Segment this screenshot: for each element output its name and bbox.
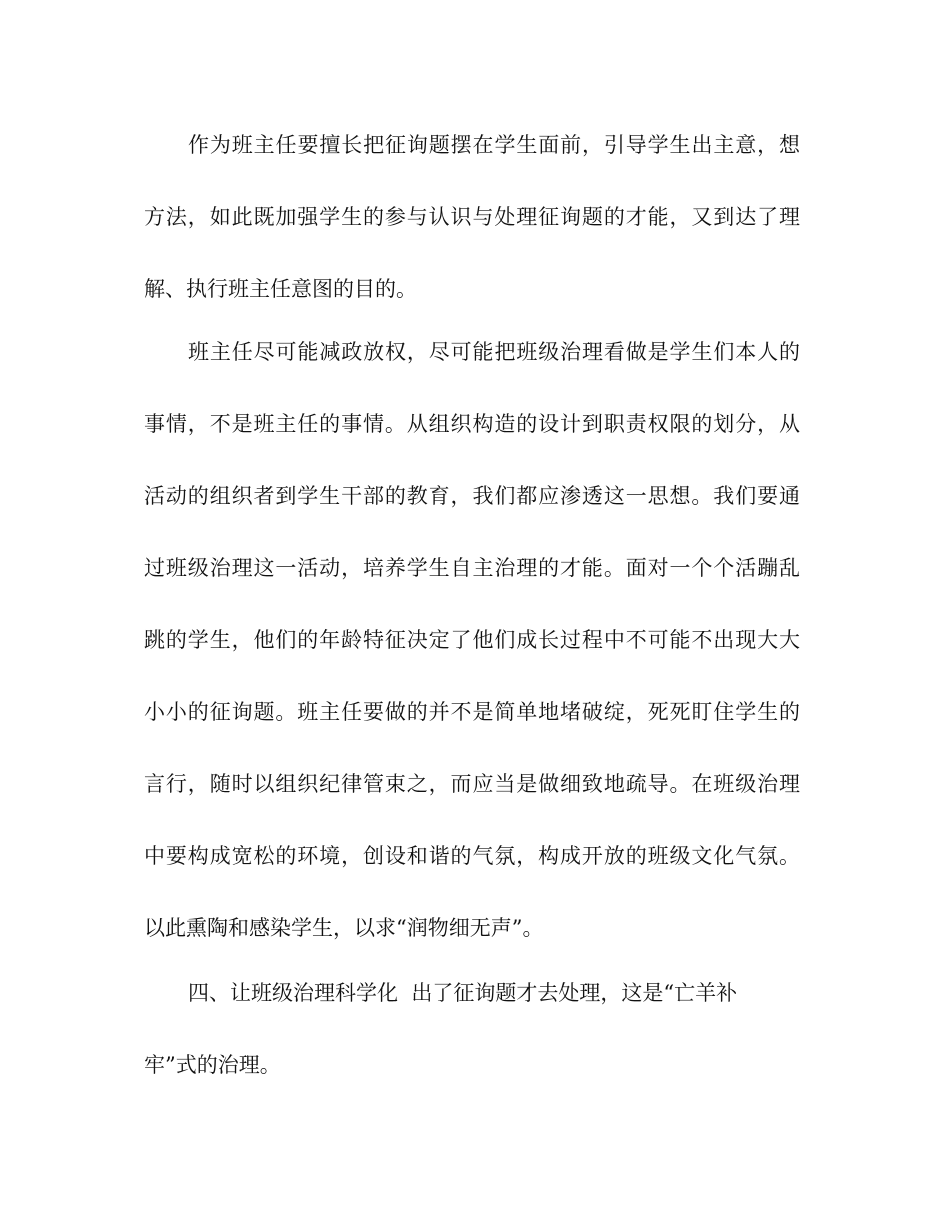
paragraph-2-line-3: 活动的组织者到学生干部的教育，我们都应渗透这一思想。我们要通 (144, 484, 800, 508)
paragraph-2-line-2: 事情，不是班主任的事情。从组织构造的设计到职责权限的划分，从 (144, 412, 800, 436)
paragraph-1-line-3: 解、执行班主任意图的目的。 (144, 277, 417, 301)
paragraph-2-line-9: 以此熏陶和感染学生，以求“润物细无声”。 (144, 916, 544, 940)
paragraph-2-line-4: 过班级治理这一活动，培养学生自主治理的才能。面对一个个活蹦乱 (144, 556, 800, 580)
paragraph-3-line-1: 四、让班级治理科学化 出了征询题才去处理，这是“亡羊补 (188, 981, 738, 1005)
paragraph-3-line-2: 牢”式的治理。 (144, 1053, 281, 1077)
paragraph-1-line-1: 作为班主任要擅长把征询题摆在学生面前，引导学生出主意，想 (188, 133, 800, 157)
paragraph-2-line-6: 小小的征询题。班主任要做的并不是简单地堵破绽，死死盯住学生的 (144, 700, 800, 724)
paragraph-2-line-5: 跳的学生，他们的年龄特征决定了他们成长过程中不可能不出现大大 (144, 628, 800, 652)
paragraph-1-line-2: 方法，如此既加强学生的参与认识与处理征询题的才能，又到达了理 (144, 205, 800, 229)
paragraph-2-line-1: 班主任尽可能减政放权，尽可能把班级治理看做是学生们本人的 (188, 340, 800, 364)
paragraph-2-line-8: 中要构成宽松的环境，创设和谐的气氛，构成开放的班级文化气氛。 (144, 844, 800, 868)
paragraph-2-line-7: 言行，随时以组织纪律管束之，而应当是做细致地疏导。在班级治理 (144, 772, 800, 796)
